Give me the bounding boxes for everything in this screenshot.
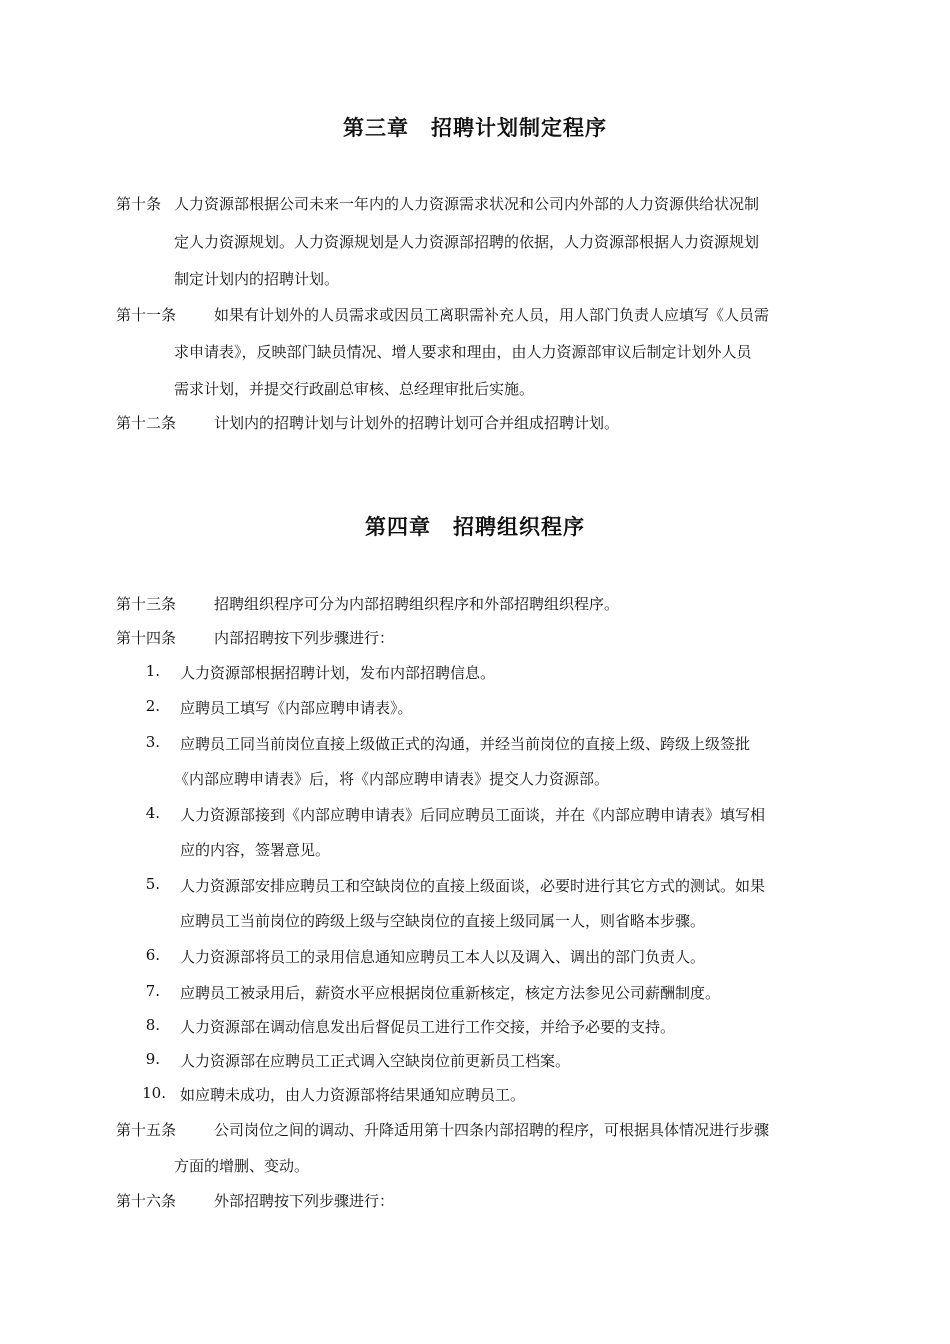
article-label: 第十五条 <box>116 1121 177 1139</box>
article-label: 第十三条 <box>116 595 177 613</box>
step-number: 3. <box>145 733 160 751</box>
step-number: 1. <box>145 662 160 680</box>
step-text-line: 应的内容，签署意见。 <box>180 841 331 859</box>
step-text-line: 应聘员工当前岗位的跨级上级与空缺岗位的直接上级同属一人，则省略本步骤。 <box>180 912 706 930</box>
article-text-line: 需求计划，并提交行政副总审核、总经理审批后实施。 <box>174 380 535 398</box>
chapter-3-title: 第三章 招聘计划制定程序 <box>343 116 607 140</box>
step-text-line: 人力资源部在应聘员工正式调入空缺岗位前更新员工档案。 <box>180 1052 571 1070</box>
article-text-line: 如果有计划外的人员需求或因员工离职需补充人员，用人部门负责人应填写《人员需 <box>214 306 770 324</box>
chapter-4-title: 第四章 招聘组织程序 <box>365 515 585 539</box>
step-number: 5. <box>145 875 160 893</box>
article-label: 第十一条 <box>116 306 177 324</box>
article-label: 第十条 <box>116 195 162 213</box>
article-text-line: 定人力资源规划。人力资源规划是人力资源部招聘的依据，人力资源部根据人力资源规划 <box>174 233 760 251</box>
step-text-line: 《内部应聘申请表》后，将《内部应聘申请表》提交人力资源部。 <box>174 770 610 788</box>
article-text-line: 内部招聘按下列步骤进行： <box>214 629 395 647</box>
step-text-line: 人力资源部将员工的录用信息通知应聘员工本人以及调入、调出的部门负责人。 <box>180 948 706 966</box>
article-text-line: 外部招聘按下列步骤进行： <box>214 1192 395 1210</box>
article-text-line: 计划内的招聘计划与计划外的招聘计划可合并组成招聘计划。 <box>214 414 620 432</box>
article-text-line: 招聘组织程序可分为内部招聘组织程序和外部招聘组织程序。 <box>214 595 620 613</box>
step-number: 8. <box>145 1016 160 1034</box>
step-text-line: 应聘员工同当前岗位直接上级做正式的沟通，并经当前岗位的直接上级、跨级上级签批 <box>180 735 751 753</box>
step-text-line: 应聘员工被录用后，薪资水平应根据岗位重新核定，核定方法参见公司薪酬制度。 <box>180 984 721 1002</box>
article-text-line: 人力资源部根据公司未来一年内的人力资源需求状况和公司内外部的人力资源供给状况制 <box>174 195 760 213</box>
article-text-line: 制定计划内的招聘计划。 <box>174 270 340 288</box>
step-text-line: 人力资源部在调动信息发出后督促员工进行工作交接，并给予必要的支持。 <box>180 1018 676 1036</box>
step-number: 7. <box>145 982 160 1000</box>
step-number: 6. <box>145 946 160 964</box>
article-text-line: 方面的增删、变动。 <box>174 1157 310 1175</box>
article-text-line: 公司岗位之间的调动、升降适用第十四条内部招聘的程序，可根据具体情况进行步骤 <box>214 1121 770 1139</box>
step-number: 2. <box>145 697 160 715</box>
step-number: 4. <box>145 804 160 822</box>
article-label: 第十六条 <box>116 1192 177 1210</box>
article-text-line: 求申请表》，反映部门缺员情况、增人要求和理由，由人力资源部审议后制定计划外人员 <box>174 343 752 361</box>
step-number: 10. <box>142 1084 166 1102</box>
step-text-line: 人力资源部接到《内部应聘申请表》后同应聘员工面谈，并在《内部应聘申请表》填写相 <box>180 806 766 824</box>
step-text-line: 如应聘未成功，由人力资源部将结果通知应聘员工。 <box>180 1086 526 1104</box>
step-number: 9. <box>145 1050 160 1068</box>
article-label: 第十四条 <box>116 629 177 647</box>
article-label: 第十二条 <box>116 414 177 432</box>
step-text-line: 应聘员工填写《内部应聘申请表》。 <box>180 699 413 717</box>
step-text-line: 人力资源部根据招聘计划，发布内部招聘信息。 <box>180 664 496 682</box>
step-text-line: 人力资源部安排应聘员工和空缺岗位的直接上级面谈，必要时进行其它方式的测试。如果 <box>180 877 766 895</box>
